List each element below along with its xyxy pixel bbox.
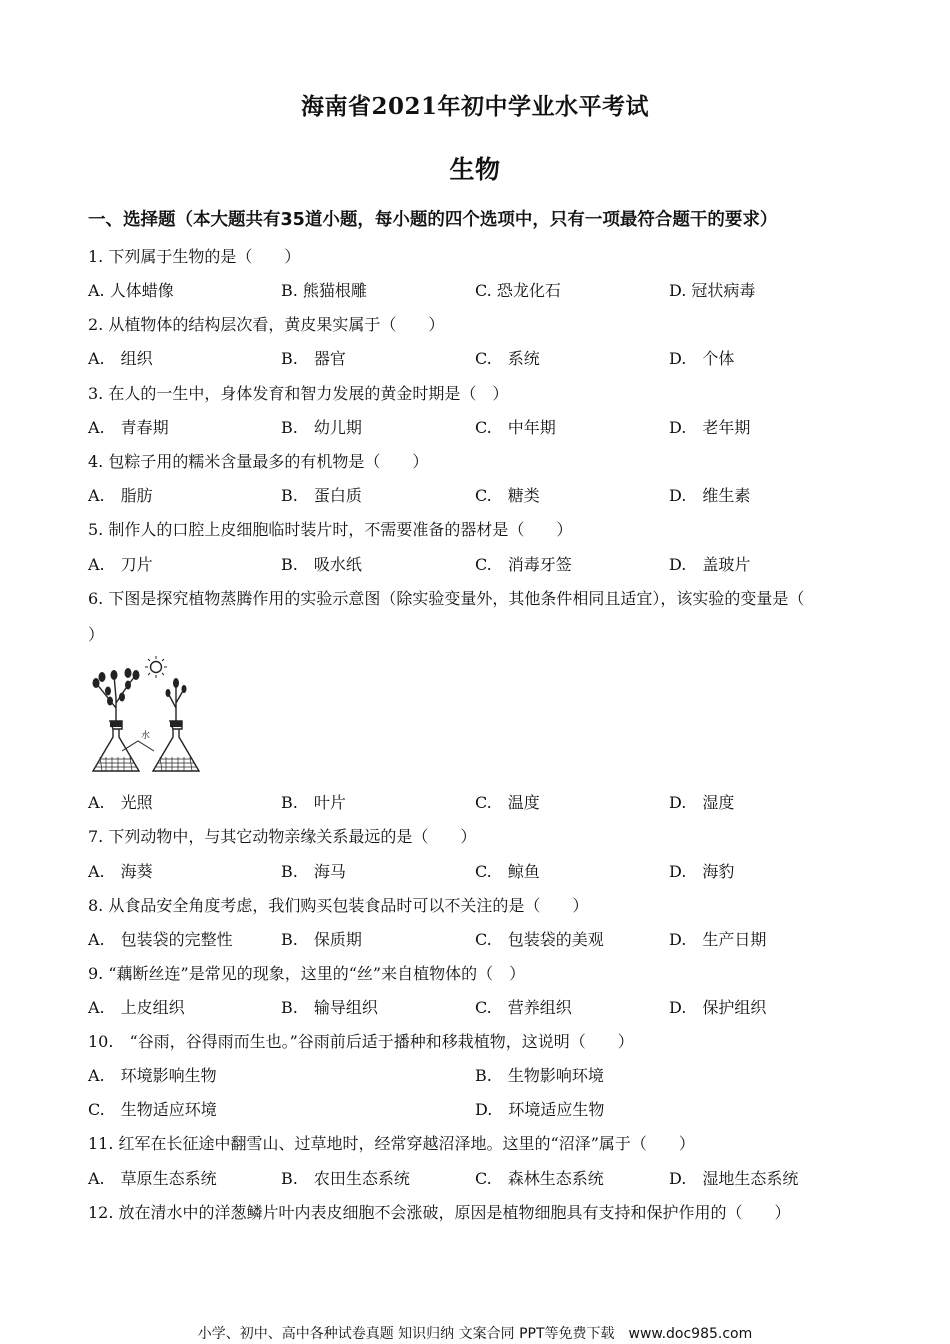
option-8c: C. 包装袋的美观 <box>475 930 604 949</box>
option-11a: A. 草原生态系统 <box>88 1169 217 1188</box>
subject-title: 生物 <box>449 155 501 184</box>
option-6c: C. 温度 <box>475 793 540 812</box>
question-11: 11. 红军在长征途中翻雪山、过草地时，经常穿越沼泽地。这里的“沼泽”属于（ ） <box>88 1134 695 1153</box>
question-7: 7. 下列动物中，与其它动物亲缘关系最远的是（ ） <box>88 827 477 846</box>
section-heading: 一、选择题（本大题共有35道小题，每小题的四个选项中，只有一项最符合题干的要求） <box>88 210 778 230</box>
option-1c: C. 恐龙化石 <box>475 281 561 300</box>
question-4: 4. 包粽子用的糯米含量最多的有机物是（ ） <box>88 452 429 471</box>
option-10c: C. 生物适应环境 <box>88 1100 217 1119</box>
exam-title: 海南省2021年初中学业水平考试 <box>300 93 649 120</box>
option-10d: D. 环境适应生物 <box>475 1100 605 1119</box>
option-4b: B. 蛋白质 <box>281 486 362 505</box>
option-1b: B. 熊猫根雕 <box>281 281 367 300</box>
option-3b: B. 幼儿期 <box>281 418 362 437</box>
question-10: 10. “谷雨，谷得雨而生也。”谷雨前后适于播种和移栽植物，这说明（ ） <box>88 1032 634 1051</box>
question-3: 3. 在人的一生中，身体发育和智力发展的黄金时期是（ ） <box>88 384 509 403</box>
option-3d: D. 老年期 <box>669 418 751 437</box>
option-3a: A. 青春期 <box>88 418 169 437</box>
option-4c: C. 糖类 <box>475 486 540 505</box>
option-9c: C. 营养组织 <box>475 998 572 1017</box>
option-5d: D. 盖玻片 <box>669 555 751 574</box>
option-7d: D. 海豹 <box>669 862 735 881</box>
option-10b: B. 生物影响环境 <box>475 1066 604 1085</box>
option-9a: A. 上皮组织 <box>88 998 185 1017</box>
option-6b: B. 叶片 <box>281 793 346 812</box>
option-8d: D. 生产日期 <box>669 930 767 949</box>
option-5a: A. 刀片 <box>88 555 153 574</box>
option-7a: A. 海葵 <box>88 862 153 881</box>
option-4d: D. 维生素 <box>669 486 751 505</box>
question-5: 5. 制作人的口腔上皮细胞临时装片时，不需要准备的器材是（ ） <box>88 520 573 539</box>
option-5c: C. 消毒牙签 <box>475 555 572 574</box>
question-6-continued: ） <box>88 625 105 644</box>
option-5b: B. 吸水纸 <box>281 555 362 574</box>
water-label: 水 <box>141 731 151 741</box>
option-1d: D. 冠状病毒 <box>669 281 756 300</box>
question-12: 12. 放在清水中的洋葱鳞片叶内表皮细胞不会涨破，原因是植物细胞具有支持和保护作用的（ ） <box>88 1203 791 1222</box>
option-2c: C. 系统 <box>475 349 540 368</box>
option-6d: D. 湿度 <box>669 793 735 812</box>
transpiration-experiment-figure <box>86 653 236 778</box>
question-2: 2. 从植物体的结构层次看，黄皮果实属于（ ） <box>88 315 445 334</box>
option-9b: B. 输导组织 <box>281 998 378 1017</box>
option-7b: B. 海马 <box>281 862 346 881</box>
option-11b: B. 农田生态系统 <box>281 1169 410 1188</box>
question-6: 6. 下图是探究植物蒸腾作用的实验示意图（除实验变量外，其他条件相同且适宜），该实验的变量是（ <box>88 589 805 608</box>
option-11d: D. 湿地生态系统 <box>669 1169 799 1188</box>
option-11c: C. 森林生态系统 <box>475 1169 604 1188</box>
option-9d: D. 保护组织 <box>669 998 767 1017</box>
question-9: 9. “藕断丝连”是常见的现象，这里的“丝”来自植物体的（ ） <box>88 964 526 983</box>
option-10a: A. 环境影响生物 <box>88 1066 217 1085</box>
question-1: 1. 下列属于生物的是（ ） <box>88 247 301 266</box>
option-2a: A. 组织 <box>88 349 153 368</box>
option-4a: A. 脂肪 <box>88 486 153 505</box>
option-3c: C. 中年期 <box>475 418 556 437</box>
option-8b: B. 保质期 <box>281 930 362 949</box>
option-6a: A. 光照 <box>88 793 153 812</box>
option-2d: D. 个体 <box>669 349 735 368</box>
option-2b: B. 器官 <box>281 349 346 368</box>
question-8: 8. 从食品安全角度考虑，我们购买包装食品时可以不关注的是（ ） <box>88 896 589 915</box>
option-7c: C. 鲸鱼 <box>475 862 540 881</box>
option-8a: A. 包装袋的完整性 <box>88 930 233 949</box>
page-footer: 小学、初中、高中各种试卷真题 知识归纳 文案合同 PPT等免费下载 www.doc985.com <box>197 1326 753 1342</box>
option-1a: A. 人体蜡像 <box>88 281 174 300</box>
